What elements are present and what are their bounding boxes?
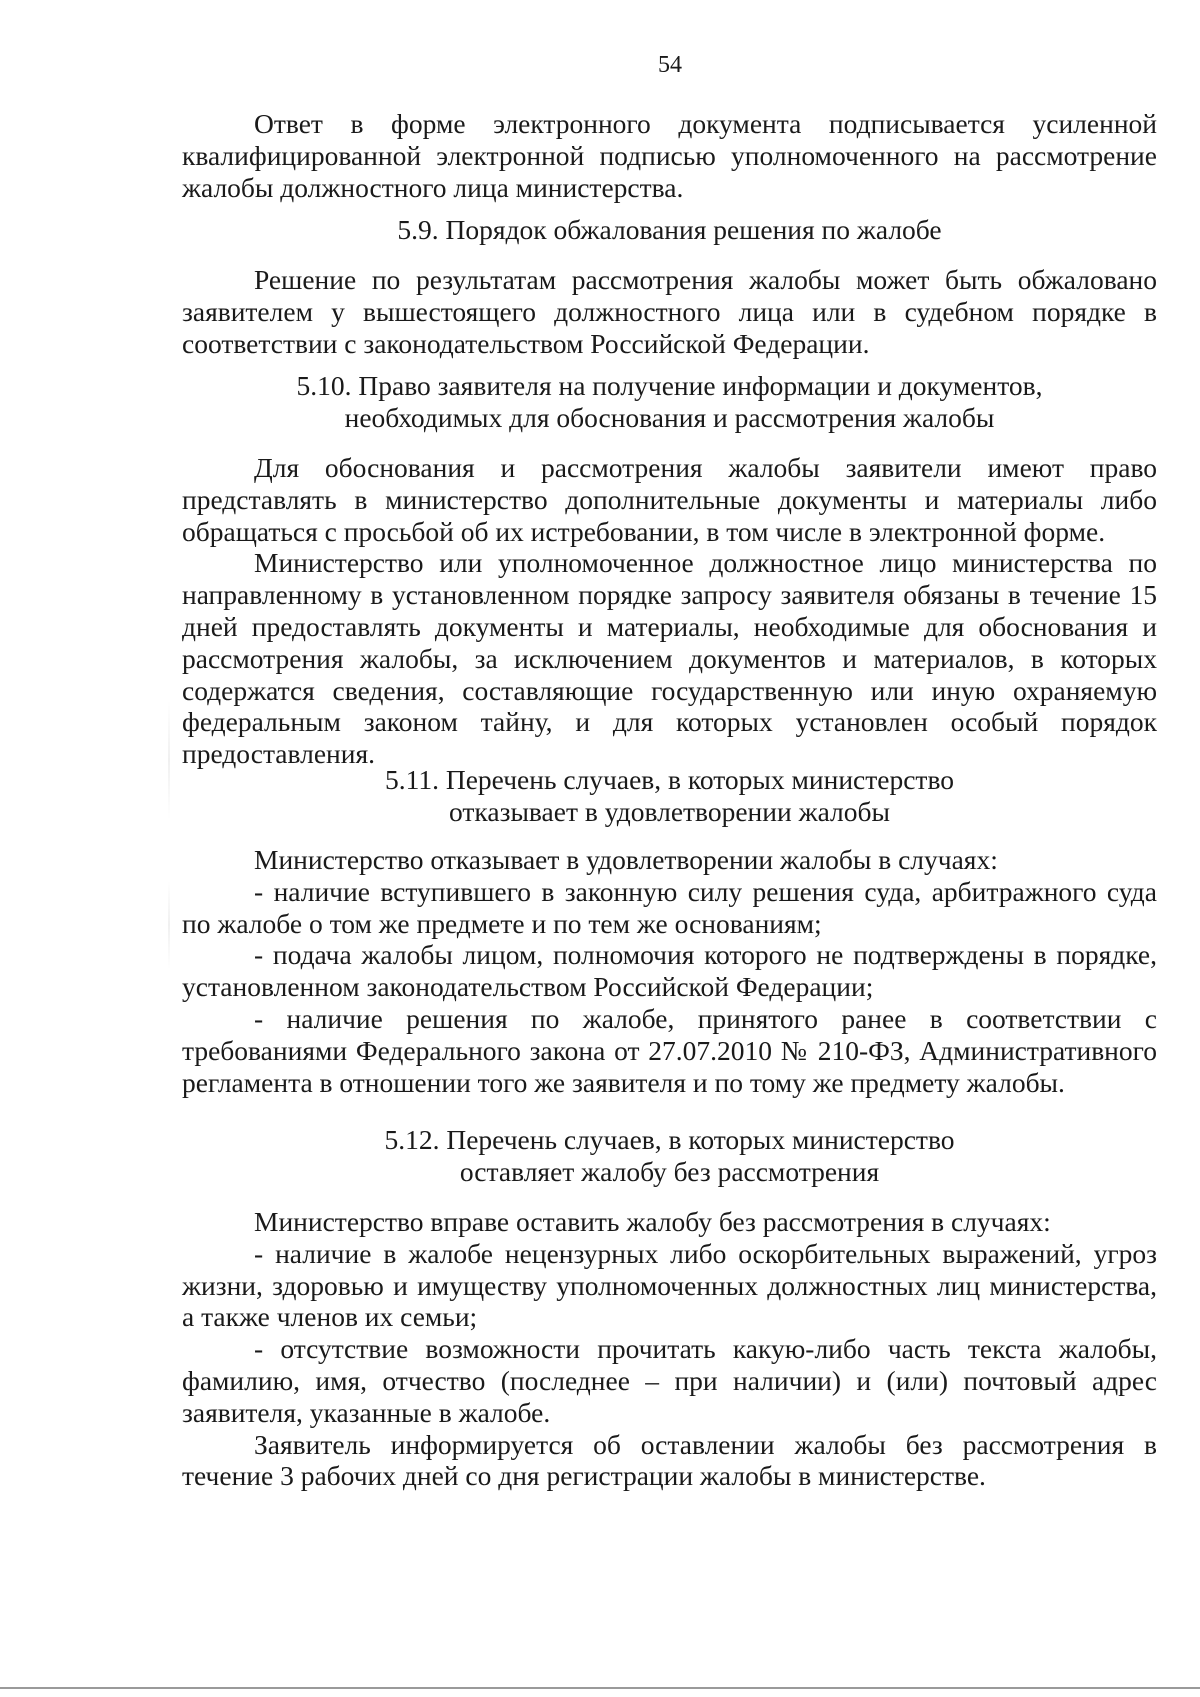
heading-line: 5.10. Право заявителя на получение информации и документов,	[296, 370, 1043, 401]
paragraph: Ответ в форме электронного документа подписывается усиленной квалифицированной электронной подписью уполномоченного на рассмотрение жалобы должностного лица министерства.	[182, 108, 1157, 203]
paragraph: Министерство отказывает в удовлетворении жалобы в случаях:	[254, 844, 998, 875]
heading-line: 5.12. Перечень случаев, в которых министерство	[384, 1124, 955, 1155]
section-5-12-text	[182, 1206, 1157, 1492]
section-heading-5-11	[182, 764, 1157, 828]
section-5-8-closing-text	[182, 108, 1157, 203]
list-item: - наличие вступившего в законную силу решения суда, арбитражного суда по жалобе о том же предмете и по тем же основаниям;	[182, 875, 1157, 939]
paragraph: Заявитель информируется об оставлении жалобы без рассмотрения в течение 3 рабочих дней со дня регистрации жалобы в министерстве.	[182, 1428, 1157, 1492]
paragraph: Министерство вправе оставить жалобу без рассмотрения в случаях:	[254, 1206, 1051, 1237]
list-item: - наличие в жалобе нецензурных либо оскорбительных выражений, угроз жизни, здоровью и имуществу уполномоченных должностных лиц министерства, а также членов их семьи;	[182, 1237, 1157, 1333]
list-item: - отсутствие возможности прочитать какую-либо часть текста жалобы, фамилию, имя, отчество (последнее – при наличии) и (или) почтовый адрес заявителя, указанные в жалобе.	[182, 1333, 1157, 1428]
section-5-10-text	[182, 452, 1157, 770]
list-item: - подача жалобы лицом, полномочия которого не подтверждены в порядке, установленном законодательством Российской Федерации;	[182, 939, 1157, 1003]
paragraph: Министерство или уполномоченное должностное лицо министерства по направленному в установленном порядке запросу заявителя обязаны в течение 15 дней предоставлять документы и материалы, необходимые для обоснования и рассмотрения жалобы, за исключением документов и материалов, в которых содержатся сведения, составляющие государственную или иную охраняемую федеральным законом тайну, и для которых установлен особый порядок предоставления.	[182, 547, 1157, 770]
heading-line: необходимых для обоснования и рассмотрения жалобы	[344, 402, 995, 433]
scan-artifact	[168, 700, 170, 820]
section-5-9-text	[182, 264, 1157, 359]
section-heading-5-9	[182, 214, 1157, 246]
section-5-11-text	[182, 844, 1157, 1098]
heading-line: отказывает в удовлетворении жалобы	[449, 796, 890, 827]
heading-line: 5.11. Перечень случаев, в которых министерство	[385, 764, 954, 795]
section-heading-5-12	[182, 1124, 1157, 1188]
paragraph: Для обоснования и рассмотрения жалобы заявители имеют право представлять в министерство дополнительные документы и материалы либо обращаться с просьбой об их истребовании, в том числе в электронной форме.	[182, 452, 1157, 547]
paragraph: Решение по результатам рассмотрения жалобы может быть обжаловано заявителем у вышестоящего должностного лица или в судебном порядке в соответствии с законодательством Российской Федерации.	[182, 264, 1157, 359]
page-number: 54	[658, 52, 682, 78]
list-item: - наличие решения по жалобе, принятого ранее в соответствии с требованиями Федерального закона от 27.07.2010 № 210-ФЗ, Административного регламента в отношении того же заявителя и по тому же предмету жалобы.	[182, 1002, 1157, 1098]
scan-edge-line	[0, 1687, 1200, 1689]
scan-artifact	[168, 880, 170, 970]
heading-line: оставляет жалобу без рассмотрения	[459, 1156, 880, 1187]
heading-line: 5.9. Порядок обжалования решения по жалобе	[397, 214, 942, 245]
section-heading-5-10	[182, 370, 1157, 434]
